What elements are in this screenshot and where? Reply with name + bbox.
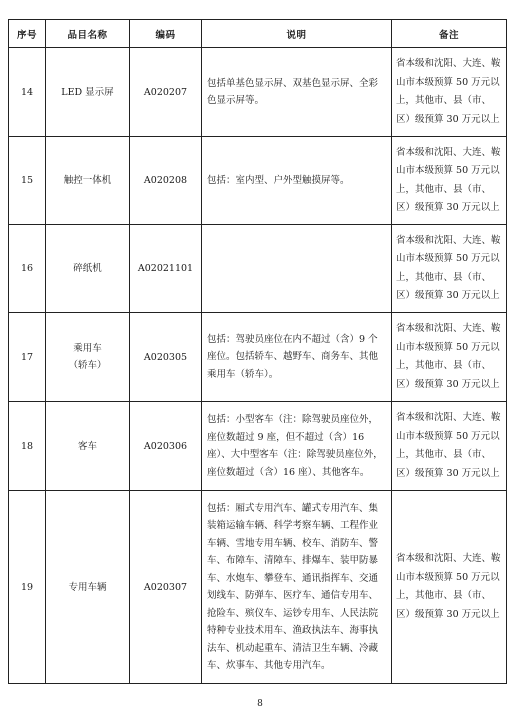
table-row xyxy=(9,402,507,491)
item-note: 省本级和沈阳、大连、鞍山市本级预算 50 万元以上，其他市、县（市、区）级预算 30 万元以上 xyxy=(392,48,507,137)
item-name xyxy=(46,491,130,684)
procurement-catalog-table xyxy=(8,19,507,684)
item-note: 省本级和沈阳、大连、鞍山市本级预算 50 万元以上，其他市、县（市、区）级预算 30 万元以上 xyxy=(392,225,507,313)
header-no: 序号 xyxy=(9,20,46,48)
item-code: A020307 xyxy=(130,491,202,684)
item-name xyxy=(46,402,130,491)
item-code: A020208 xyxy=(130,137,202,225)
row-number: 16 xyxy=(9,225,46,313)
item-name xyxy=(46,137,130,225)
item-name xyxy=(46,225,130,313)
item-name-line: （轿车） xyxy=(68,360,107,371)
item-name-line: 触控一体机 xyxy=(63,175,112,186)
item-name-line: 碎纸机 xyxy=(73,263,102,274)
item-name xyxy=(46,48,130,137)
item-description: 包括：室内型、户外型触摸屏等。 xyxy=(202,137,392,225)
item-code: A020207 xyxy=(130,48,202,137)
table-header-row xyxy=(9,20,507,48)
row-number: 14 xyxy=(9,48,46,137)
table-row xyxy=(9,491,507,684)
item-name-line: 客车 xyxy=(77,440,97,452)
row-number: 18 xyxy=(9,402,46,491)
item-code: A02021101 xyxy=(130,225,202,313)
header-desc: 说明 xyxy=(202,20,392,48)
table-row xyxy=(9,48,507,137)
item-note: 省本级和沈阳、大连、鞍山市本级预算 50 万元以上，其他市、县（市、区）级预算 30 万元以上 xyxy=(392,137,507,225)
item-name-line: LED 显示屏 xyxy=(61,86,114,98)
item-name-line: 乘用车 xyxy=(73,343,102,354)
header-name: 品目名称 xyxy=(46,20,130,48)
header-note: 备注 xyxy=(392,20,507,48)
item-description: 包括：小型客车（注：除驾驶员座位外，座位数超过 9 座，但不超过（含）16 座）、大中型客车（注：除驾驶员座位外，座位数超过（含）16 座）、其他客车。 xyxy=(202,402,392,491)
item-description: 包括：驾驶员座位在内不超过（含）9 个座位。包括轿车、越野车、商务车、其他乘用车（轿车）。 xyxy=(202,313,392,402)
item-description xyxy=(202,225,392,313)
item-note: 省本级和沈阳、大连、鞍山市本级预算 50 万元以上，其他市、县（市、区）级预算 30 万元以上 xyxy=(392,313,507,402)
page-number: 8 xyxy=(257,699,263,709)
item-description: 包括：厢式专用汽车、罐式专用汽车、集装箱运输车辆、科学考察车辆、工程作业车辆、雪地专用车辆、校车、消防车、警车、布障车、清障车、排爆车、装甲防暴车、水炮车、攀登车、通讯指挥车、交通划线车、防弹车、医疗车、通信专用车、抢险车、殡仪车、运钞专用车、人民法院特种专业技术用车、渔政执法车、海事执法车、机动起重车、清洁卫生车辆、冷藏车、炊事车、其他专用汽车。 xyxy=(202,491,392,684)
item-name xyxy=(46,313,130,402)
row-number: 19 xyxy=(9,491,46,684)
item-code: A020305 xyxy=(130,313,202,402)
row-number: 15 xyxy=(9,137,46,225)
item-code: A020306 xyxy=(130,402,202,491)
item-name-line: 专用车辆 xyxy=(68,581,107,593)
table-row xyxy=(9,137,507,225)
row-number: 17 xyxy=(9,313,46,402)
item-note: 省本级和沈阳、大连、鞍山市本级预算 50 万元以上，其他市、县（市、区）级预算 30 万元以上 xyxy=(392,491,507,684)
item-description: 包括单基色显示屏、双基色显示屏、全彩色显示屏等。 xyxy=(202,48,392,137)
header-code: 编码 xyxy=(130,20,202,48)
table-row xyxy=(9,225,507,313)
table-row xyxy=(9,313,507,402)
item-note: 省本级和沈阳、大连、鞍山市本级预算 50 万元以上，其他市、县（市、区）级预算 30 万元以上 xyxy=(392,402,507,491)
